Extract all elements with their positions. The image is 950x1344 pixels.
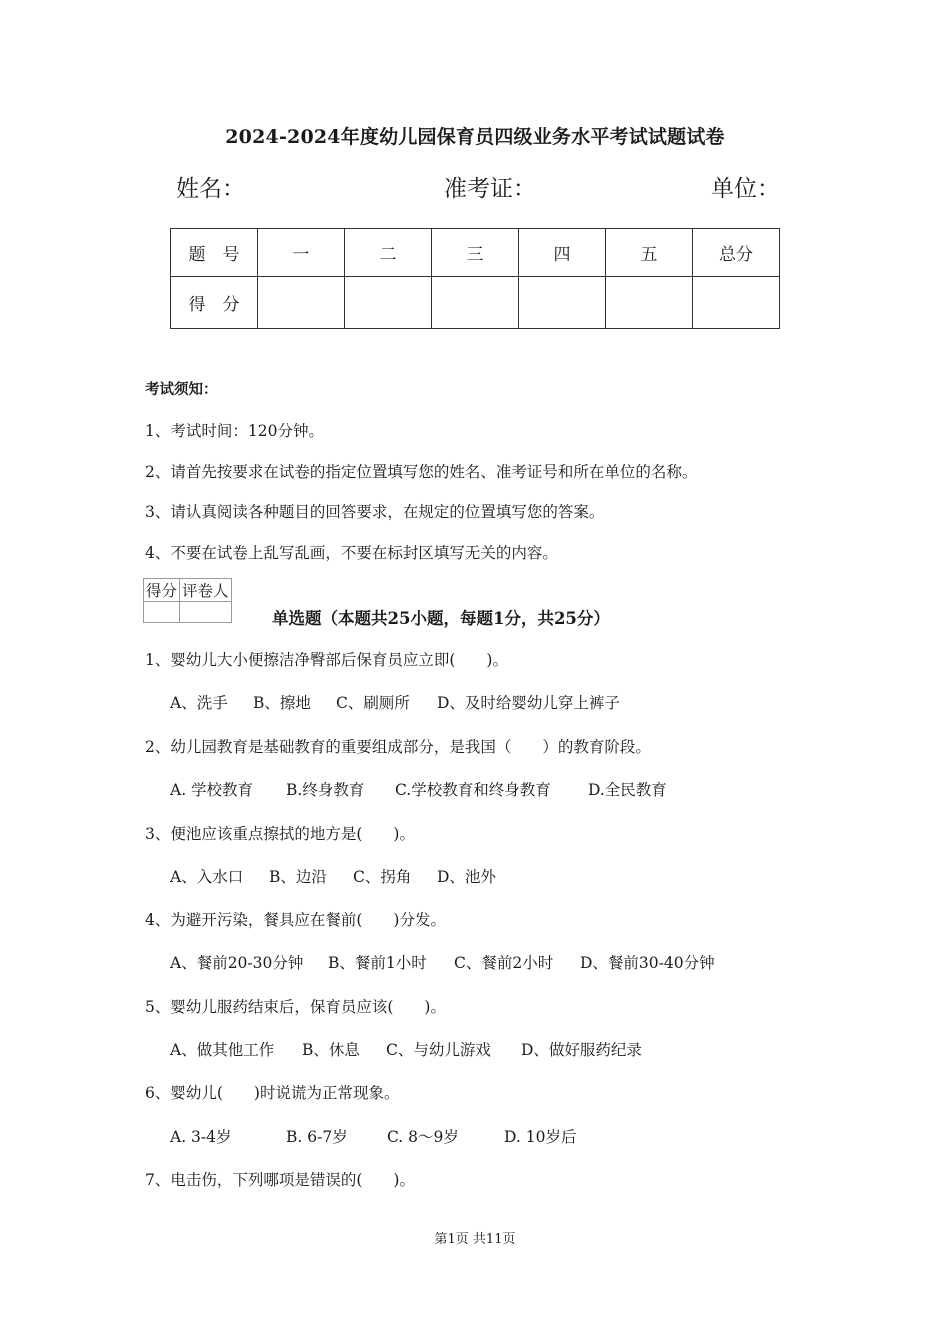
score-table-header-row: [171, 229, 780, 277]
header-cell: 一: [258, 229, 345, 277]
question-text: 5、婴幼儿服药结束后，保育员应该( )。: [145, 998, 446, 1016]
score-cell[interactable]: [606, 277, 693, 329]
option[interactable]: D、池外: [437, 868, 496, 886]
options-row: [170, 951, 715, 973]
header-cell: 总分: [693, 229, 780, 277]
option[interactable]: B. 6-7岁: [286, 1128, 348, 1146]
score-table-score-row: [171, 277, 780, 329]
option[interactable]: C、餐前2小时: [454, 954, 554, 972]
option[interactable]: B、餐前1小时: [328, 954, 427, 972]
score-cell[interactable]: [432, 277, 519, 329]
question-text: 3、便池应该重点擦拭的地方是( )。: [145, 825, 415, 843]
option[interactable]: A、餐前20-30分钟: [170, 954, 304, 972]
header-cell: 四: [519, 229, 606, 277]
score-row-label: 得 分: [171, 277, 258, 329]
option[interactable]: B.终身教育: [286, 781, 365, 799]
option[interactable]: A. 学校教育: [170, 781, 254, 799]
option[interactable]: C.学校教育和终身教育: [395, 781, 551, 799]
header-cell: 二: [345, 229, 432, 277]
section-title: 单选题（本题共25小题，每题1分，共25分）: [272, 609, 610, 628]
question-text: 1、婴幼儿大小便擦洁净臀部后保育员应立即( )。: [145, 651, 508, 669]
option[interactable]: D、餐前30-40分钟: [580, 954, 715, 972]
grader-score-cell[interactable]: [144, 602, 180, 623]
options-row: [170, 1125, 576, 1147]
grader-score-label: 得分: [144, 579, 180, 602]
question-text: 7、电击伤，下列哪项是错误的( )。: [145, 1171, 415, 1189]
option[interactable]: C、刷厕所: [336, 694, 410, 712]
option[interactable]: C、与幼儿游戏: [386, 1041, 491, 1059]
unit-label: 单位：: [711, 176, 780, 202]
page-footer: 第1页 共11页: [434, 1232, 516, 1247]
options-row: [170, 691, 620, 713]
grader-box: [143, 578, 232, 623]
document-title: 2024-2024年度幼儿园保育员四级业务水平考试试题试卷: [225, 126, 725, 148]
option[interactable]: A、入水口: [170, 868, 244, 886]
option[interactable]: D、做好服药纪录: [521, 1041, 642, 1059]
option[interactable]: B、休息: [302, 1041, 360, 1059]
score-cell[interactable]: [345, 277, 432, 329]
name-label: 姓名：: [176, 176, 245, 202]
header-cell: 三: [432, 229, 519, 277]
question-text: 4、为避开污染，餐具应在餐前( )分发。: [145, 911, 446, 929]
option[interactable]: B、边沿: [269, 868, 327, 886]
header-cell: 五: [606, 229, 693, 277]
notice-item: 3、请认真阅读各种题目的回答要求，在规定的位置填写您的答案。: [145, 503, 605, 521]
option[interactable]: A、洗手: [170, 694, 228, 712]
question-text: 6、婴幼儿( )时说谎为正常现象。: [145, 1084, 400, 1102]
header-cell: 题 号: [171, 229, 258, 277]
score-cell[interactable]: [258, 277, 345, 329]
notice-item: 2、请首先按要求在试卷的指定位置填写您的姓名、准考证号和所在单位的名称。: [145, 463, 698, 481]
score-cell[interactable]: [693, 277, 780, 329]
score-cell[interactable]: [519, 277, 606, 329]
notice-item: 4、不要在试卷上乱写乱画，不要在标封区填写无关的内容。: [145, 544, 558, 562]
option[interactable]: C、拐角: [353, 868, 412, 886]
notice-item: 1、考试时间：120分钟。: [145, 422, 324, 440]
question-text: 2、幼儿园教育是基础教育的重要组成部分，是我国（ ）的教育阶段。: [145, 738, 651, 756]
option[interactable]: D. 10岁后: [504, 1128, 577, 1146]
option[interactable]: D.全民教育: [588, 781, 667, 799]
options-row: [170, 778, 667, 800]
option[interactable]: A. 3-4岁: [170, 1128, 232, 1146]
exam-number-label: 准考证：: [444, 176, 536, 202]
option[interactable]: B、擦地: [253, 694, 311, 712]
options-row: [170, 865, 496, 887]
notice-heading: 考试须知：: [145, 381, 218, 398]
option[interactable]: A、做其他工作: [170, 1041, 275, 1059]
grader-reviewer-label: 评卷人: [180, 579, 232, 602]
option[interactable]: C. 8～9岁: [387, 1128, 459, 1146]
options-row: [170, 1038, 642, 1060]
grader-reviewer-cell[interactable]: [180, 602, 232, 623]
option[interactable]: D、及时给婴幼儿穿上裤子: [437, 694, 620, 712]
score-table: [170, 228, 780, 329]
